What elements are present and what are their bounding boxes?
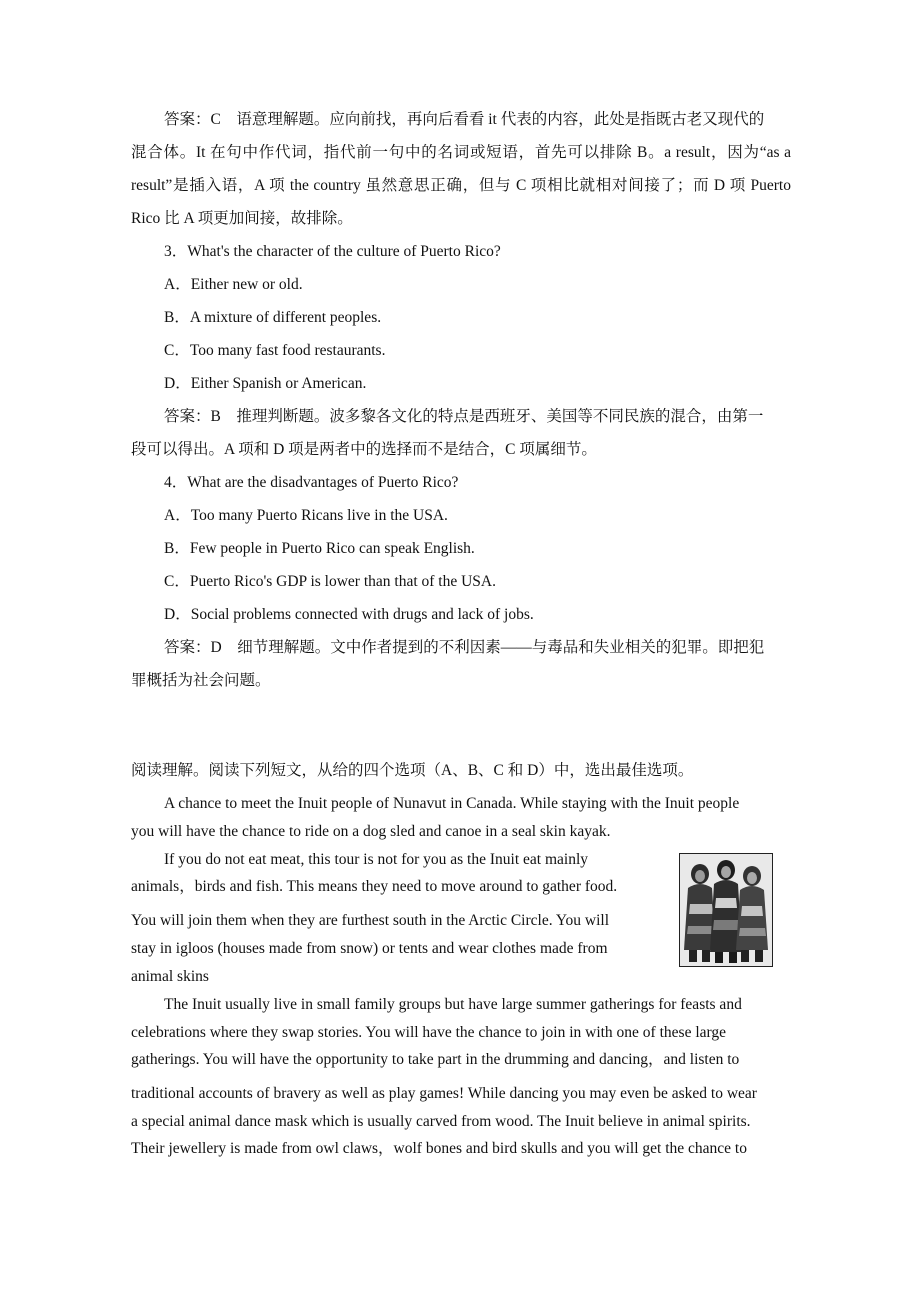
passage-p1-line-2: you will have the chance to ride on a dog sled and canoe in a seal skin kayak. bbox=[131, 823, 611, 840]
answer-2-line-3: result”是插入语，A 项 the country 虽然意思正确，但与 C 项相比就相对间接了；而 D 项 Puerto bbox=[131, 177, 791, 194]
question-4-option-d: D．Social problems connected with drugs and lack of jobs. bbox=[164, 606, 534, 623]
question-4: 4．What are the disadvantages of Puerto Rico? bbox=[164, 474, 459, 491]
question-3-option-b: B．A mixture of different peoples. bbox=[164, 309, 382, 326]
passage-p2-line-1: If you do not eat meat, this tour is not for you as the Inuit eat mainly bbox=[164, 851, 589, 868]
passage-p1-line-1: A chance to meet the Inuit people of Nunavut in Canada. While staying with the Inuit people bbox=[164, 795, 740, 812]
passage-p2-line-3: You will join them when they are furthest south in the Arctic Circle. You will bbox=[131, 912, 610, 929]
answer-4-line-1: 答案：D 细节理解题。文中作者提到的不利因素——与毒品和失业相关的犯罪。即把犯 bbox=[164, 639, 765, 656]
answer-2-line-4: Rico 比 A 项更加间接，故排除。 bbox=[131, 210, 353, 227]
passage-p3-line-6: Their jewellery is made from owl claws，wolf bones and bird skulls and you will get the chance to bbox=[131, 1140, 747, 1157]
question-4-option-c: C．Puerto Rico's GDP is lower than that of the USA. bbox=[164, 573, 497, 590]
question-3-option-d: D．Either Spanish or American. bbox=[164, 375, 367, 392]
inuit-people-photo bbox=[679, 853, 773, 967]
passage-p2-line-4: stay in igloos (houses made from snow) or tents and wear clothes made from bbox=[131, 940, 608, 957]
answer-3-line-1: 答案：B 推理判断题。波多黎各文化的特点是西班牙、美国等不同民族的混合，由第一 bbox=[164, 408, 764, 425]
passage-p3-line-3: gatherings. You will have the opportunity to take part in the drumming and dancing，and listen to bbox=[131, 1051, 740, 1068]
question-4-option-b: B．Few people in Puerto Rico can speak English. bbox=[164, 540, 475, 557]
answer-2-line-2: 混合体。It 在句中作代词，指代前一句中的名词或短语，首先可以排除 B。a result，因为“as a bbox=[131, 144, 791, 161]
question-4-option-a: A．Too many Puerto Ricans live in the USA. bbox=[164, 507, 448, 524]
question-3-option-a: A．Either new or old. bbox=[164, 276, 303, 293]
answer-4-line-2: 罪概括为社会问题。 bbox=[131, 672, 271, 689]
passage-p2-line-5: animal skins bbox=[131, 968, 209, 985]
passage-p3-line-4: traditional accounts of bravery as well as play games! While dancing you may even be asked to wear bbox=[131, 1085, 757, 1102]
passage-p3-line-5: a special animal dance mask which is usually carved from wood. The Inuit believe in animal spirits. bbox=[131, 1113, 751, 1130]
passage-p2-line-2: animals，birds and fish. This means they need to move around to gather food. bbox=[131, 878, 618, 895]
answer-2-line-1: 答案：C 语意理解题。应向前找，再向后看看 it 代表的内容，此处是指既古老又现代的 bbox=[164, 111, 765, 128]
answer-3-line-2: 段可以得出。A 项和 D 项是两者中的选择而不是结合，C 项属细节。 bbox=[131, 441, 597, 458]
passage-p3-line-1: The Inuit usually live in small family groups but have large summer gatherings for feasts and bbox=[164, 996, 742, 1013]
reading-instruction: 阅读理解。阅读下列短文，从给的四个选项（A、B、C 和 D）中，选出最佳选项。 bbox=[131, 762, 694, 779]
question-3: 3．What's the character of the culture of Puerto Rico? bbox=[164, 243, 501, 260]
passage-p3-line-2: celebrations where they swap stories. You will have the chance to join in with one of these large bbox=[131, 1024, 727, 1041]
question-3-option-c: C．Too many fast food restaurants. bbox=[164, 342, 386, 359]
